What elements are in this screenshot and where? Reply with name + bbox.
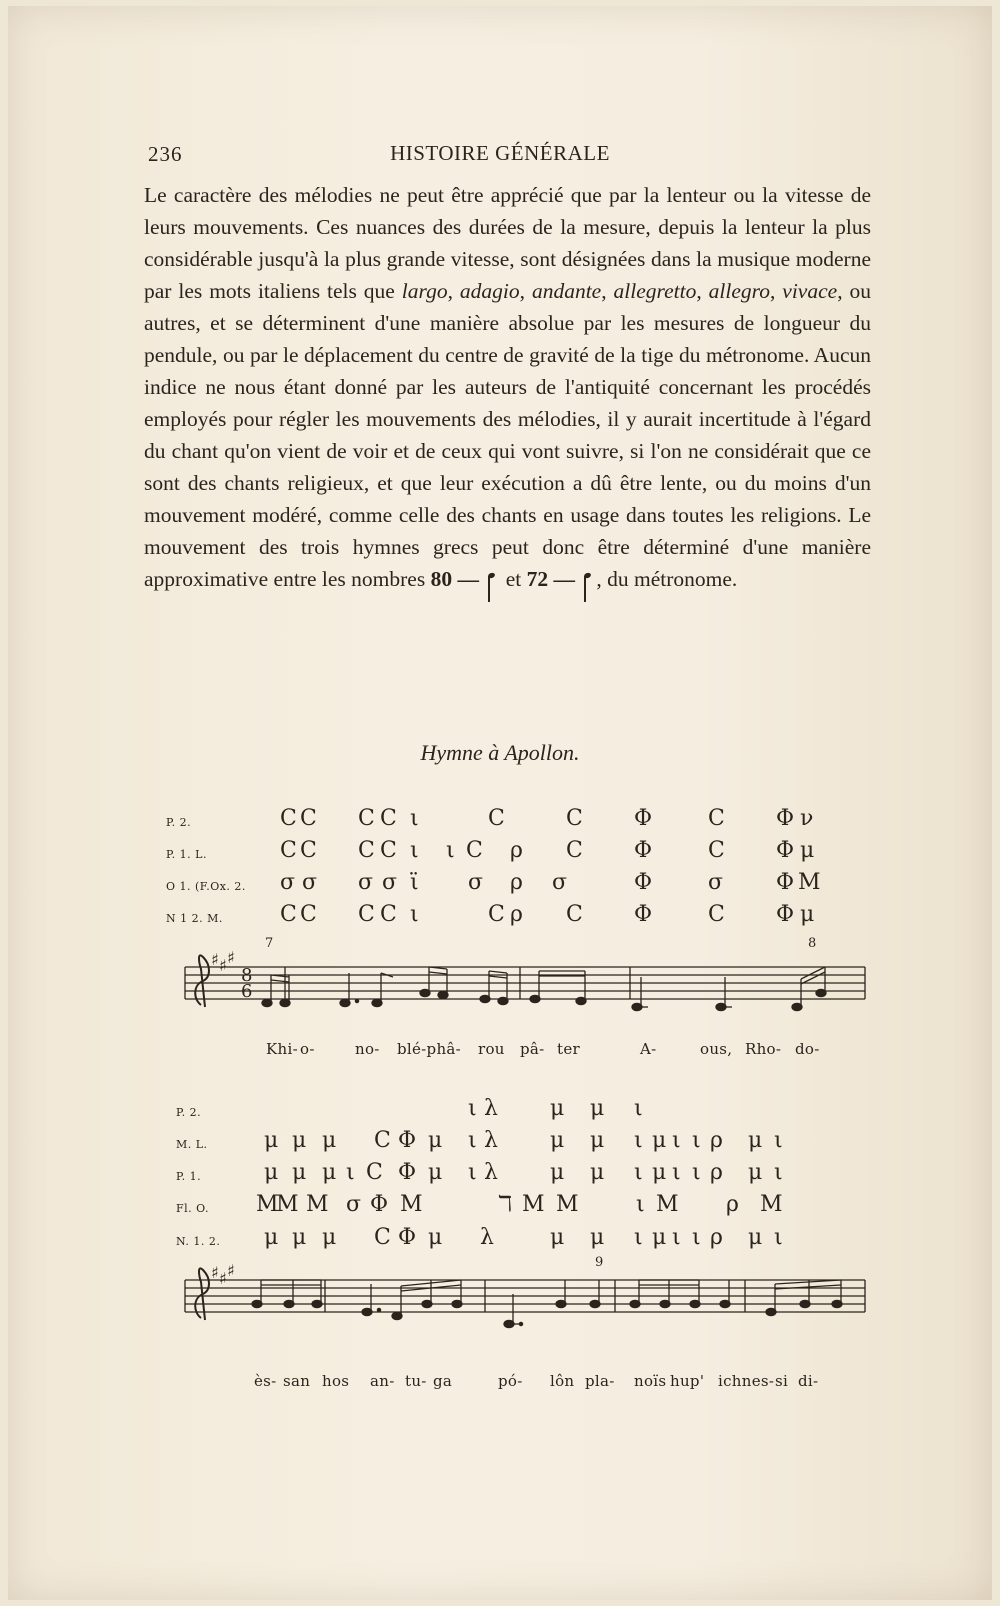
notation-symbol: C — [358, 838, 375, 863]
notation-symbol: Φ — [634, 838, 653, 863]
notation-symbol: M — [522, 1192, 545, 1217]
lyric-syllable: Rho- — [745, 1040, 782, 1058]
notation-symbol: C — [566, 806, 583, 831]
notation-row-label: M. L. — [176, 1138, 208, 1151]
notation-symbol: C — [300, 838, 317, 863]
notation-symbol: λ — [484, 1128, 498, 1153]
svg-text:6: 6 — [241, 981, 253, 1002]
tempo-72: 72 — — [526, 567, 575, 591]
notation-symbol: μ — [264, 1128, 279, 1153]
notation-symbol: C — [708, 838, 725, 863]
notation-symbol: C — [708, 806, 725, 831]
notation-symbol: μ — [550, 1225, 565, 1250]
notation-symbol: μ — [590, 1096, 605, 1121]
lyric-syllable: A- — [640, 1040, 657, 1058]
notation-symbol: C — [488, 806, 505, 831]
notation-row-label: P. 2. — [176, 1106, 202, 1119]
notation-symbol: C — [300, 806, 317, 831]
lyric-syllable: rou — [478, 1040, 505, 1058]
tempo-and: et — [505, 567, 522, 591]
body-paragraph: Le caractère des mélodies ne peut être apprécié que par la lenteur ou la vitesse de leurs mouvements. Ces nuances des durées de la mesure, depuis la lenteur la plus considérable jusqu'à la plus grande vitesse, sont désignées dans la musique moderne par les mots italiens tels que largo, adagio, andante, allegretto, allegro, vivace, ou autres, et se déterminent d'une manière absolue par les mesures de longueur du pendule, ou par le déplacement du centre de gravité de la tige du métronome. Aucun indice ne nous étant donné par les auteurs de l'antiquité concernant les procédés employés pour régler les mouvements des mélodies, il y aurait incertitude à l'égard du chant qu'on vient de voir et de ceux qui vont suivre, si l'on ne considérait que ce sont des chants religieux, et que leur exécution a dû être lente, ou du moins d'un mouvement modéré, comme celle des chants en usage dans toutes les religions. Le mouvement des trois hymnes grecs peut donc être déterminé d'une manière approximative entre les nombres 80 — et 72 — , du métronome. — [144, 183, 871, 591]
term-vivace: vivace — [782, 279, 838, 303]
notation-symbol: ι — [346, 1160, 355, 1185]
notation-symbol: Φ — [398, 1225, 417, 1250]
lyric-syllable: an- — [370, 1372, 395, 1390]
notation-symbol: μ — [800, 838, 815, 863]
term-andante: andante — [531, 279, 602, 303]
notation-symbol: ι — [774, 1160, 783, 1185]
notation-symbol: μ — [550, 1096, 565, 1121]
notation-symbol: μ — [590, 1160, 605, 1185]
lyric-syllable: hup' — [670, 1372, 705, 1390]
lyric-syllable: san — [283, 1372, 311, 1390]
notation-symbol: ι — [692, 1225, 701, 1250]
notation-symbol: ι — [672, 1160, 681, 1185]
notation-symbol: Φ — [776, 838, 795, 863]
notation-symbol: M — [760, 1192, 783, 1217]
lyric-syllable: ter — [557, 1040, 580, 1058]
notation-symbol: C — [280, 806, 297, 831]
notation-symbol: μ — [292, 1128, 307, 1153]
notation-symbol: Φ — [776, 806, 795, 831]
notation-symbol: M — [798, 870, 821, 895]
notation-symbol: ι — [636, 1192, 645, 1217]
notation-symbol: ν — [800, 806, 814, 831]
notation-symbol: M — [256, 1192, 279, 1217]
notation-symbol: σ — [552, 870, 568, 895]
notation-row-label: Fl. O. — [176, 1202, 210, 1215]
notation-row-label: N. 1. 2. — [176, 1235, 221, 1248]
notation-symbol: C — [566, 902, 583, 927]
notation-symbol: C — [708, 902, 725, 927]
notation-symbol: C — [366, 1160, 383, 1185]
lyric-syllable: di- — [798, 1372, 819, 1390]
term-largo: largo — [401, 279, 448, 303]
notation-symbol: μ — [292, 1225, 307, 1250]
svg-text:♯: ♯ — [227, 948, 235, 967]
notation-symbol: Φ — [776, 902, 795, 927]
notation-symbol: μ — [652, 1225, 667, 1250]
lyric-syllable: no- — [355, 1040, 380, 1058]
measure-number: 8 — [808, 936, 817, 951]
notation-symbol: C — [358, 902, 375, 927]
lyric-syllable: ous, — [700, 1040, 733, 1058]
notation-symbol: ρ — [510, 870, 523, 895]
notation-symbol: M — [656, 1192, 679, 1217]
notation-symbol: C — [488, 902, 505, 927]
lyric-syllable: tu- — [405, 1372, 427, 1390]
term-allegro: allegro — [708, 279, 770, 303]
notation-symbol: μ — [264, 1160, 279, 1185]
notation-symbol: C — [280, 838, 297, 863]
notation-symbol: ϊ — [410, 870, 419, 895]
notation-symbol: C — [300, 902, 317, 927]
notation-symbol: μ — [428, 1225, 443, 1250]
notation-symbol: σ — [280, 870, 296, 895]
term-allegretto: allegretto — [613, 279, 697, 303]
notation-symbol: σ — [382, 870, 398, 895]
notation-symbol: C — [280, 902, 297, 927]
notation-symbol: Φ — [370, 1192, 389, 1217]
notation-symbol: μ — [322, 1160, 337, 1185]
notation-symbol: C — [380, 806, 397, 831]
notation-symbol: μ — [550, 1128, 565, 1153]
hymn-title: Hymne à Apollon. — [420, 740, 580, 765]
music-staff-2 — [185, 1261, 875, 1388]
notation-symbol: ι — [468, 1096, 477, 1121]
lyric-syllable: Khi- — [266, 1040, 298, 1058]
notation-symbol: μ — [748, 1160, 763, 1185]
notation-symbol: ι — [692, 1160, 701, 1185]
notation-symbol: M — [556, 1192, 579, 1217]
notation-symbol: μ — [590, 1225, 605, 1250]
notation-symbol: μ — [428, 1128, 443, 1153]
notation-symbol: ι — [410, 806, 419, 831]
notation-symbol: C — [374, 1128, 391, 1153]
notation-symbol: M — [400, 1192, 423, 1217]
notation-symbol: μ — [748, 1225, 763, 1250]
lyric-syllable: pla- — [585, 1372, 615, 1390]
notation-symbol: ι — [446, 838, 455, 863]
notation-symbol: λ — [480, 1225, 494, 1250]
notation-symbol: ι — [634, 1225, 643, 1250]
lyric-syllable: pâ- — [520, 1040, 545, 1058]
lyric-syllable: noïs — [634, 1372, 667, 1390]
notation-symbol: σ — [346, 1192, 362, 1217]
notation-symbol: Φ — [398, 1160, 417, 1185]
lyric-syllable: ès- — [254, 1372, 277, 1390]
notation-symbol: ι — [634, 1096, 643, 1121]
notation-symbol: ι — [410, 838, 419, 863]
notation-symbol: ι — [774, 1128, 783, 1153]
notation-symbol: σ — [708, 870, 724, 895]
eighth-note-icon — [582, 571, 594, 589]
lyric-syllable: lôn — [550, 1372, 575, 1390]
svg-text:♯: ♯ — [227, 1261, 235, 1280]
notation-symbol: μ — [292, 1160, 307, 1185]
notation-row-label: P. 1. — [176, 1170, 202, 1183]
svg-text:8: 8 — [241, 965, 253, 986]
notation-symbol: ι — [672, 1225, 681, 1250]
notation-symbol: C — [358, 806, 375, 831]
running-head: HISTOIRE GÉNÉRALE — [390, 141, 610, 165]
notation-symbol: M — [276, 1192, 299, 1217]
notation-symbol: C — [566, 838, 583, 863]
notation-symbol: ι — [468, 1128, 477, 1153]
notation-symbol: μ — [590, 1128, 605, 1153]
notation-symbol: Φ — [776, 870, 795, 895]
notation-symbol: Φ — [634, 806, 653, 831]
notation-symbol: μ — [264, 1225, 279, 1250]
notation-symbol: ι — [468, 1160, 477, 1185]
notation-symbol: Φ — [634, 870, 653, 895]
page-number: 236 — [148, 142, 183, 166]
svg-text:♯: ♯ — [211, 1263, 219, 1282]
notation-symbol: ρ — [510, 838, 523, 863]
lyric-syllable: ga — [433, 1372, 453, 1390]
notation-symbol: μ — [800, 902, 815, 927]
notation-row-label: N 1 2. M. — [166, 912, 223, 925]
notation-symbol: C — [380, 902, 397, 927]
notation-symbol: μ — [748, 1128, 763, 1153]
notation-symbol: ι — [672, 1128, 681, 1153]
notation-symbol: μ — [428, 1160, 443, 1185]
notation-symbol: λ — [484, 1096, 498, 1121]
tempo-80: 80 — — [430, 567, 479, 591]
notation-symbol: C — [466, 838, 483, 863]
notation-symbol: σ — [468, 870, 484, 895]
notation-symbol: ρ — [726, 1192, 739, 1217]
notation-symbol: ρ — [710, 1160, 723, 1185]
notation-symbol: ι — [692, 1128, 701, 1153]
lyric-syllable: blé-phâ- — [397, 1040, 462, 1058]
term-adagio: adagio — [459, 279, 520, 303]
paragraph-text-3: , du métronome. — [596, 567, 738, 591]
notation-symbol: μ — [550, 1160, 565, 1185]
notation-symbol: ι — [410, 902, 419, 927]
notation-symbol: C — [374, 1225, 391, 1250]
notation-symbol: μ — [322, 1128, 337, 1153]
lyric-syllable: ichnes- — [718, 1372, 775, 1390]
notation-symbol: μ — [652, 1128, 667, 1153]
notation-symbol: λ — [484, 1160, 498, 1185]
lyric-syllable: o- — [300, 1040, 315, 1058]
measure-number: 9 — [595, 1255, 604, 1270]
notation-symbol: ℸ — [498, 1192, 513, 1217]
eighth-note-icon — [486, 571, 498, 589]
notation-symbol: μ — [322, 1225, 337, 1250]
notation-symbol: C — [380, 838, 397, 863]
notation-symbol: ρ — [510, 902, 523, 927]
lyric-syllable: hos — [322, 1372, 350, 1390]
notation-symbol: μ — [652, 1160, 667, 1185]
notation-symbol: σ — [358, 870, 374, 895]
notation-symbol: ρ — [710, 1128, 723, 1153]
notation-symbol: ι — [634, 1128, 643, 1153]
lyric-syllable: si — [775, 1372, 789, 1390]
notation-symbol: Φ — [398, 1128, 417, 1153]
notation-symbol: ι — [774, 1225, 783, 1250]
lyric-syllable: pó- — [498, 1372, 523, 1390]
measure-number: 7 — [265, 936, 274, 951]
notation-symbol: ρ — [710, 1225, 723, 1250]
svg-text:♯: ♯ — [219, 956, 227, 975]
paragraph-text-1: Le caractère des mélodies ne peut être apprécié que par la lenteur ou la vitesse de leurs mouvements. Ces nuances des durées de la mesure, depuis la lenteur la plus considérable jusqu'à la plus grande vitesse, sont désignées dans la musique moderne par les mots italiens tels que — [144, 183, 871, 303]
notation-row-label: O 1. (F.Ox. 2. — [166, 880, 246, 893]
notation-symbol: Φ — [634, 902, 653, 927]
svg-text:♯: ♯ — [211, 950, 219, 969]
paragraph-text-2: ou autres, et se déterminent d'une manière absolue par les mesures de longueur du pendule, ou par le déplacement du centre de gravité de la tige du métronome. Aucun indice ne nous étant donné par les auteurs de l'antiquité concernant les procédés employés pour régler les mouvements des mélodies, il y aurait incertitude à l'égard du chant qu'on vient de voir et de ceux qui vont suivre, si l'on ne considérait que ce sont des chants religieux, et que leur exécution a dû être lente, ou du moins d'un mouvement modéré, comme celle des chants en usage dans toutes les religions. Le mouvement des trois hymnes grecs peut donc être déterminé d'une manière approximative entre les nombres — [144, 279, 871, 591]
notation-row-label: P. 1. L. — [166, 848, 207, 861]
notation-symbol: ι — [634, 1160, 643, 1185]
svg-text:♯: ♯ — [219, 1269, 227, 1288]
lyric-syllable: do- — [795, 1040, 820, 1058]
notation-symbol: M — [306, 1192, 329, 1217]
notation-row-label: P. 2. — [166, 816, 192, 829]
notation-symbol: σ — [302, 870, 318, 895]
